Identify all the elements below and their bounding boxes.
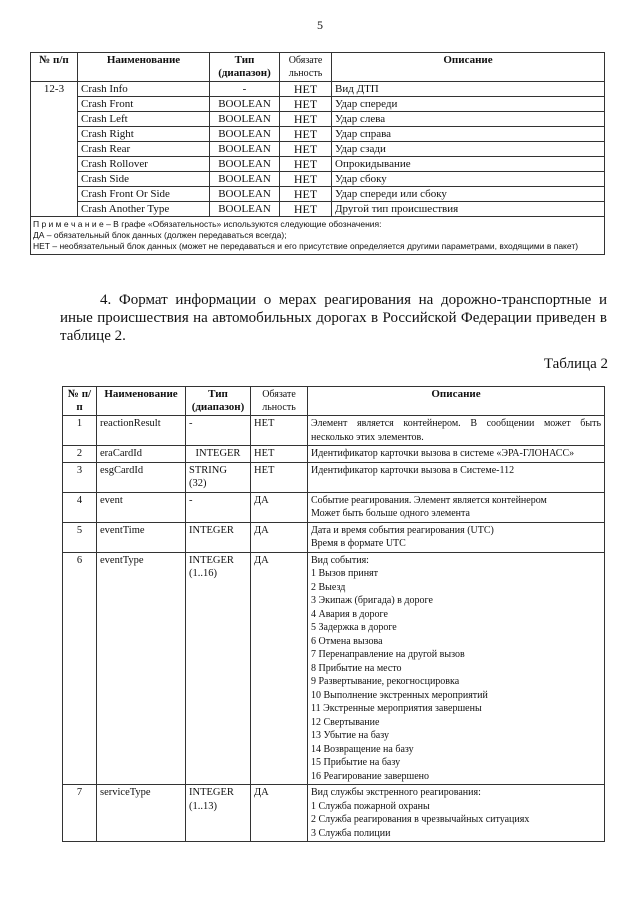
header-description: Описание <box>308 387 605 416</box>
cell-mandatory: НЕТ <box>251 462 308 492</box>
description-line: Событие реагирования. Элемент является контейнером <box>311 494 547 506</box>
cell-type: BOOLEAN <box>210 172 280 187</box>
table-row <box>63 552 605 785</box>
cell-description <box>308 522 605 552</box>
header-type: Тип (диапазон) <box>186 387 251 416</box>
header-num: № п/п <box>31 53 78 82</box>
table-row <box>31 97 605 112</box>
cell-type: - <box>186 492 251 522</box>
row-group-num: 12-3 <box>31 82 78 217</box>
cell-name: Crash Rollover <box>78 157 210 172</box>
cell-name: eventType <box>97 552 186 785</box>
note-line: ДА – обязательный блок данных (должен передаваться всегда); <box>33 230 287 240</box>
cell-type: - <box>186 416 251 446</box>
note-line: НЕТ – необязательный блок данных (может не передаваться и его присутствие определяется другими параметрами, входящими в пакет) <box>33 241 579 251</box>
cell-type: INTEGER (1..13) <box>186 785 251 842</box>
cell-description: Другой тип происшествия <box>332 202 605 217</box>
cell-name: Crash Front <box>78 97 210 112</box>
table-reaction-format <box>62 386 605 842</box>
cell-name: Crash Right <box>78 127 210 142</box>
cell-description: Удар слева <box>332 112 605 127</box>
header-mandatory: Обязате льность <box>251 387 308 416</box>
description-line: Вид службы экстренного реагирования: <box>311 787 481 798</box>
cell-description <box>308 492 605 522</box>
description-line: 1 Вызов принят <box>311 568 379 579</box>
description-line: Время в формате UTC <box>311 538 406 549</box>
paragraph-text: 4. Формат информации о мерах реагирования на дорожно-транспортные и иные происшествия на автомобильных дорогах в Российской Федерации приведен в таблице 2. <box>60 292 607 344</box>
cell-description: Опрокидывание <box>332 157 605 172</box>
cell-type: BOOLEAN <box>210 157 280 172</box>
cell-num: 3 <box>63 462 97 492</box>
cell-type: BOOLEAN <box>210 187 280 202</box>
table-row <box>31 142 605 157</box>
table-note <box>31 217 605 255</box>
cell-description: Удар спереди или сбоку <box>332 187 605 202</box>
cell-description <box>308 552 605 785</box>
cell-num: 7 <box>63 785 97 842</box>
cell-name: eraCardId <box>97 446 186 463</box>
cell-name: Crash Rear <box>78 142 210 157</box>
table1-header-row <box>31 53 605 82</box>
cell-description: Удар спереди <box>332 97 605 112</box>
cell-type: BOOLEAN <box>210 127 280 142</box>
table-row <box>63 785 605 842</box>
description-line: 14 Возвращение на базу <box>311 743 414 755</box>
cell-mandatory: НЕТ <box>280 142 332 157</box>
description-line: 12 Свертывание <box>311 716 380 728</box>
cell-mandatory: НЕТ <box>280 127 332 142</box>
description-line: 6 Отмена вызова <box>311 635 383 647</box>
description-line: 3 Служба полиции <box>311 827 391 839</box>
cell-name: Crash Another Type <box>78 202 210 217</box>
cell-description <box>308 462 605 492</box>
cell-type: - <box>210 82 280 97</box>
cell-type: INTEGER <box>186 446 251 463</box>
description-line: 7 Перенаправление на другой вызов <box>311 649 465 660</box>
description-line: Идентификатор карточки вызова в Системе-112 <box>311 464 515 476</box>
description-line: 9 Развертывание, рекогносцировка <box>311 676 460 687</box>
description-line: 13 Убытие на базу <box>311 730 389 741</box>
cell-mandatory: ДА <box>251 492 308 522</box>
cell-mandatory: НЕТ <box>280 112 332 127</box>
table-crash-info <box>30 52 605 255</box>
table-row <box>63 446 605 463</box>
cell-name: reactionResult <box>97 416 186 446</box>
table-row <box>31 127 605 142</box>
cell-type: BOOLEAN <box>210 97 280 112</box>
cell-description <box>308 416 605 446</box>
cell-num: 5 <box>63 522 97 552</box>
note-row <box>31 217 605 255</box>
note-line: П р и м е ч а н и е – В графе «Обязательность» используются следующие обозначения: <box>33 219 382 229</box>
header-mandatory: Обязате льность <box>280 53 332 82</box>
cell-mandatory: НЕТ <box>280 82 332 97</box>
header-name: Наименование <box>78 53 210 82</box>
cell-description: Удар сбоку <box>332 172 605 187</box>
table2-header-row <box>63 387 605 416</box>
description-line: Идентификатор карточки вызова в системе «ЭРА-ГЛОНАСС» <box>311 448 575 459</box>
cell-description: Вид ДТП <box>332 82 605 97</box>
description-line: 5 Задержка в дороге <box>311 622 397 633</box>
cell-description <box>308 446 605 463</box>
table-row <box>63 522 605 552</box>
table-row <box>31 202 605 217</box>
cell-type: INTEGER (1..16) <box>186 552 251 785</box>
cell-mandatory: НЕТ <box>280 187 332 202</box>
table-row <box>63 462 605 492</box>
cell-type: BOOLEAN <box>210 112 280 127</box>
header-name: Наименование <box>97 387 186 416</box>
section-paragraph <box>60 291 607 345</box>
cell-mandatory: ДА <box>251 552 308 785</box>
cell-mandatory: ДА <box>251 785 308 842</box>
cell-type: INTEGER <box>186 522 251 552</box>
cell-name: Crash Side <box>78 172 210 187</box>
header-num: № п/п <box>63 387 97 416</box>
table-row <box>31 187 605 202</box>
table-row <box>63 492 605 522</box>
table-row <box>63 416 605 446</box>
cell-name: Crash Left <box>78 112 210 127</box>
cell-name: Crash Front Or Side <box>78 187 210 202</box>
header-type: Тип (диапазон) <box>210 53 280 82</box>
description-line: 2 Служба реагирования в чрезвычайных ситуациях <box>311 814 530 825</box>
cell-type: BOOLEAN <box>210 142 280 157</box>
description-line: 15 Прибытие на базу <box>311 757 401 768</box>
table2-caption: Таблица 2 <box>543 356 608 372</box>
description-line: 3 Экипаж (бригада) в дороге <box>311 595 433 606</box>
cell-description: Удар справа <box>332 127 605 142</box>
page-number: 5 <box>317 18 323 32</box>
description-line: 11 Экстренные мероприятия завершены <box>311 703 482 714</box>
description-line: 16 Реагирование завершено <box>311 770 430 782</box>
cell-num: 2 <box>63 446 97 463</box>
cell-mandatory: НЕТ <box>280 202 332 217</box>
cell-num: 1 <box>63 416 97 446</box>
description-line: Дата и время события реагирования (UTC) <box>311 524 494 536</box>
cell-description: Удар сзади <box>332 142 605 157</box>
cell-num: 4 <box>63 492 97 522</box>
cell-mandatory: НЕТ <box>280 157 332 172</box>
cell-name: serviceType <box>97 785 186 842</box>
description-line: Элемент является контейнером. В сообщении может быть несколько этих элементов. <box>311 418 601 443</box>
description-line: 4 Авария в дороге <box>311 608 388 620</box>
cell-mandatory: НЕТ <box>280 172 332 187</box>
description-line: Может быть больше одного элемента <box>311 508 470 519</box>
cell-mandatory: НЕТ <box>251 416 308 446</box>
cell-name: Crash Info <box>78 82 210 97</box>
cell-description <box>308 785 605 842</box>
table-row <box>31 157 605 172</box>
table-row <box>31 82 605 97</box>
cell-mandatory: НЕТ <box>251 446 308 463</box>
description-line: 1 Служба пожарной охраны <box>311 800 430 812</box>
description-line: 8 Прибытие на место <box>311 662 402 674</box>
cell-mandatory: ДА <box>251 522 308 552</box>
cell-type: STRING (32) <box>186 462 251 492</box>
description-line: 10 Выполнение экстренных мероприятий <box>311 689 488 701</box>
cell-type: BOOLEAN <box>210 202 280 217</box>
cell-name: eventTime <box>97 522 186 552</box>
cell-num: 6 <box>63 552 97 785</box>
header-description: Описание <box>332 53 605 82</box>
cell-mandatory: НЕТ <box>280 97 332 112</box>
cell-name: esgCardId <box>97 462 186 492</box>
description-line: Вид события: <box>311 554 369 566</box>
table-row <box>31 112 605 127</box>
cell-name: event <box>97 492 186 522</box>
table-row <box>31 172 605 187</box>
description-line: 2 Выезд <box>311 581 346 593</box>
